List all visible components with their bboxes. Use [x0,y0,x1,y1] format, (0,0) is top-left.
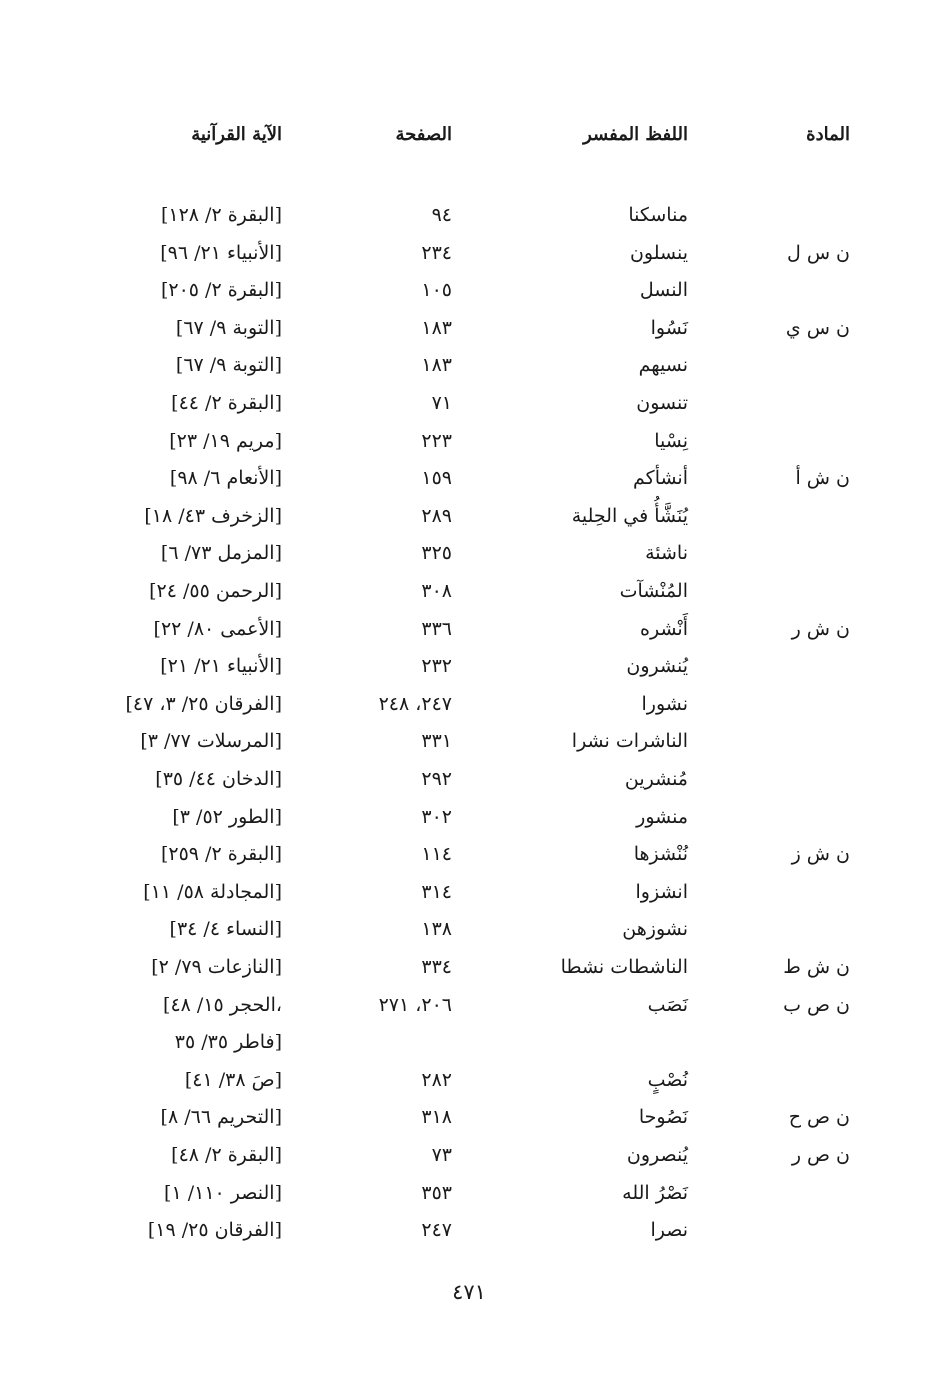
row-word: يُنشرون [626,655,688,677]
row-verse: [الأعمى ٨٠/ ٢٢] [153,618,282,640]
row-word: ناشئة [645,542,688,564]
row-material: ن ص ح [788,1106,850,1128]
row-word: نَسُوا [650,317,688,339]
row-material: ن ش ر [791,618,850,640]
row-word: أنشأكم [633,467,688,489]
header-word: اللفظ المفسر [583,124,688,145]
row-verse: [النازعات ٧٩/ ٢] [151,956,282,978]
row-page: ٢٠٦، ٢٧١ [378,994,452,1016]
row-page: ٣١٨ [421,1106,452,1128]
row-verse: فاطر ٣٥/ ٣٥] [174,1031,282,1053]
row-word: أَنْشره [640,618,688,640]
row-page: ٣٠٢ [421,806,452,828]
row-material: ن ص ر [791,1144,850,1166]
row-page: ٧٣ [431,1144,452,1166]
row-word: مُنشرين [624,768,688,790]
row-page: ٢٣٢ [421,655,452,677]
row-page: ٢٤٧، ٢٤٨ [378,693,452,715]
row-word: انشزوا [635,881,688,903]
row-verse: [الطور ٥٢/ ٣] [172,806,282,828]
row-word: الناشرات نشرا [571,730,688,752]
row-verse: [التحريم ٦٦/ ٨] [160,1106,282,1128]
row-word: نصرا [650,1219,688,1241]
row-word: منشور [636,806,688,828]
row-word: نَصَب [647,994,688,1016]
row-verse: [التوبة ٩/ ٦٧] [175,354,282,376]
row-page: ٢٤٧ [421,1219,452,1241]
row-material: ن ش أ [795,467,850,489]
row-verse: [البقرة ٢/ ١٢٨] [160,204,282,226]
row-page: ٢٢٣ [421,430,452,452]
row-page: ١٥٩ [421,467,452,489]
row-verse: [النساء ٤/ ٣٤] [169,918,282,940]
row-word: يُنَشَّأُ في الحِلية [571,505,688,527]
header-verse: الآية القرآنية [191,124,282,145]
row-page: ٢٣٤ [421,242,452,264]
row-page: ٣٠٨ [421,580,452,602]
row-page: ٣٣٤ [421,956,452,978]
row-word: نَصُوحا [638,1106,688,1128]
header-page: الصفحة [395,124,452,145]
row-page: ١٣٨ [421,918,452,940]
row-verse: [البقرة ٢/ ٢٠٥] [160,279,282,301]
row-verse: [الأنبياء ٢١/ ٩٦] [160,242,282,264]
row-page: ٧١ [431,392,452,414]
row-word: نُصْبٍ [647,1069,688,1091]
page-number: ٤٧١ [452,1280,486,1304]
row-verse: [صَ ٣٨/ ٤١] [184,1069,282,1091]
row-verse: [الفرقان ٢٥/ ٣، ٤٧] [125,693,282,715]
row-verse: [المجادلة ٥٨/ ١١] [143,881,282,903]
row-verse: [مريم ١٩/ ٢٣] [169,430,282,452]
row-word: المُنْشآت [619,580,688,602]
row-material: ن ش ز [791,843,850,865]
row-verse: [الأنعام ٦/ ٩٨] [169,467,282,489]
row-verse: [الحجر ١٥/ ٤٨، [163,994,282,1016]
row-page: ١١٤ [421,843,452,865]
row-word: نشورا [641,693,688,715]
row-page: ٣٢٥ [421,542,452,564]
row-page: ٣٥٣ [421,1182,452,1204]
row-word: نسيهم [638,354,688,376]
row-word: تنسون [636,392,688,414]
row-verse: [الفرقان ٢٥/ ١٩] [147,1219,282,1241]
row-page: ٣٣٦ [421,618,452,640]
row-material: ن ص ب [783,994,850,1016]
row-verse: [التوبة ٩/ ٦٧] [175,317,282,339]
row-page: ١٨٣ [421,317,452,339]
row-page: ٢٨٢ [421,1069,452,1091]
row-verse: [المزمل ٧٣/ ٦] [160,542,282,564]
row-word: نشوزهن [622,918,688,940]
row-material: ن س ي [785,317,850,339]
row-material: ن س ل [786,242,850,264]
row-page: ٢٨٩ [421,505,452,527]
row-verse: [الدخان ٤٤/ ٣٥] [155,768,282,790]
row-page: ٣٣١ [421,730,452,752]
row-material: ن ش ط [783,956,850,978]
row-word: مناسكنا [628,204,688,226]
row-page: ٢٩٢ [421,768,452,790]
row-verse: [النصر ١١٠/ ١] [164,1182,282,1204]
row-word: النسل [639,279,688,301]
row-verse: [البقرة ٢/ ٤٤] [171,392,282,414]
row-word: الناشطات نشطا [560,956,688,978]
row-verse: [البقرة ٢/ ٢٥٩] [160,843,282,865]
row-verse: [الأنبياء ٢١/ ٢١] [160,655,282,677]
row-page: ١٨٣ [421,354,452,376]
row-page: ١٠٥ [421,279,452,301]
row-word: ينسلون [629,242,688,264]
row-word: نِسْيا [654,430,688,452]
header-material: المادة [806,124,850,145]
row-word: نُنْشزها [633,843,688,865]
row-verse: [الزخرف ٤٣/ ١٨] [144,505,282,527]
row-verse: [البقرة ٢/ ٤٨] [171,1144,282,1166]
row-page: ٩٤ [431,204,452,226]
row-word: نَصْرُ الله [622,1182,688,1204]
row-word: يُنصرون [626,1144,688,1166]
row-verse: [الرحمن ٥٥/ ٢٤] [149,580,282,602]
row-verse: [المرسلات ٧٧/ ٣] [140,730,282,752]
row-page: ٣١٤ [421,881,452,903]
